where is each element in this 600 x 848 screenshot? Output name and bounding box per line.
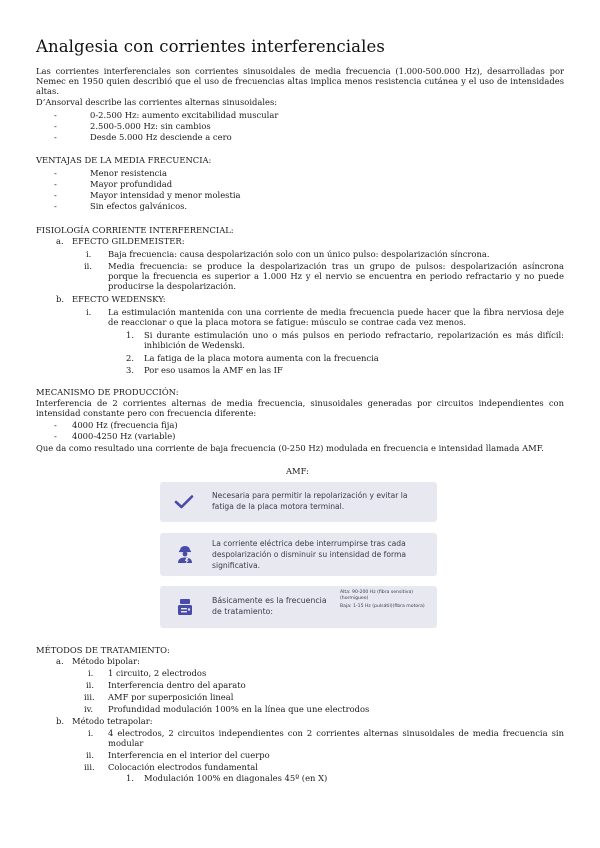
list-item: AMF por superposición lineal [108, 692, 234, 702]
amf-title: AMF: [286, 466, 309, 476]
list-item: - Menor resistencia [54, 168, 167, 178]
list-item: - Mayor intensidad y menor molestia [54, 190, 241, 200]
list-item: - 4000 Hz (frecuencia fija) [54, 420, 178, 430]
amf-card-3-alta: Alta: 90-200 Hz (fibra sensitiva)(hormigueo) [340, 590, 414, 602]
list-item: Por eso usamos la AMF en las IF [144, 365, 283, 375]
mecanismo-paragraph: Interferencia de 2 corrientes alternas de media frecuencia, sinusoidales generadas por circuitos independientes con intensidad constante pero con frecuencia diferente: [36, 398, 564, 419]
list-marker: i. [86, 249, 92, 259]
list-item: Profundidad modulación 100% en la línea que une electrodos [108, 704, 370, 714]
list-marker: i. [88, 728, 94, 738]
list-marker: a. [56, 656, 64, 666]
section-heading: FISIOLOGÍA CORRIENTE INTERFERENCIAL: [36, 225, 234, 235]
list-marker: i. [86, 307, 92, 317]
amf-card-3-text: Básicamente es la frecuencia de tratamiento: [212, 596, 327, 617]
list-marker: 1. [126, 773, 134, 783]
list-item: - Sin efectos galvánicos. [54, 201, 188, 211]
amf-card-1-text: Necesaria para permitir la repolarización y evitar la fatiga de la placa motora terminal. [212, 491, 408, 512]
mecanismo-paragraph-2: Que da como resultado una corriente de baja frecuencia (0-250 Hz) modulada en frecuencia e intensidad llamada AMF. [36, 443, 544, 453]
list-marker: ii. [86, 750, 95, 760]
amf-card-3 [160, 586, 437, 628]
list-item: - Mayor profundidad [54, 179, 173, 189]
list-marker: i. [88, 668, 94, 678]
list-marker: b. [56, 716, 65, 726]
list-marker: iii. [84, 762, 95, 772]
device-icon [176, 597, 194, 617]
list-marker: 1. [126, 330, 134, 340]
amf-card-2-text: La corriente eléctrica debe interrumpirse tras cada despolarización o disminuir su intensidad de forma significativa. [212, 539, 407, 571]
list-item: - 0-2.500 Hz: aumento excitabilidad muscular [54, 110, 279, 120]
subsection-label: Método bipolar: [72, 656, 140, 666]
list-item: 1 circuito, 2 electrodos [108, 668, 207, 678]
intro-paragraph: Las corrientes interferenciales son corrientes sinusoidales de media frecuencia (1.000-500.000 Hz), desarrolladas por Nemec en 1950 quien describió que el uso de frecuencias altas implica menos resistencia cutánea y el uso de intensidades altas. [36, 66, 564, 97]
subsection-label: Método tetrapolar: [72, 716, 153, 726]
list-marker: ii. [84, 261, 93, 271]
list-marker: ii. [86, 680, 95, 690]
section-heading: MECANISMO DE PRODUCCIÓN: [36, 387, 179, 397]
list-item: 4 electrodos, 2 circuitos independientes con 2 corrientes alternas sinusoidales de media frecuencia sin modular [108, 728, 564, 749]
list-marker: iii. [84, 692, 95, 702]
list-marker: 3. [126, 365, 134, 375]
check-icon [174, 494, 194, 510]
list-item: - 4000-4250 Hz (variable) [54, 431, 176, 441]
list-marker: 2. [126, 353, 134, 363]
worker-icon [176, 544, 194, 564]
amf-card-2 [160, 533, 437, 576]
list-item: - 2.500-5.000 Hz: sin cambios [54, 121, 211, 131]
subsection-label: EFECTO GILDEMEISTER: [72, 236, 185, 246]
list-item: Si durante estimulación uno o más pulsos en periodo refractario, repolarización es más difícil: inhibición de Wedenski. [144, 330, 564, 351]
list-item: Colocación electrodos fundamental [108, 762, 258, 772]
document-title: Analgesia con corrientes interferenciales [36, 37, 385, 56]
list-item: Media frecuencia: se produce la despolarización tras un grupo de pulsos: despolarización asíncrona porque la frecuencia es superior a 1.000 Hz y el nervio se encuentra en periodo refractario y no puede producirse la despolarización. [108, 261, 564, 292]
section-heading: VENTAJAS DE LA MEDIA FRECUENCIA: [36, 155, 212, 165]
list-marker: b. [56, 294, 65, 304]
list-item: Interferencia en el interior del cuerpo [108, 750, 270, 760]
list-marker: iv. [84, 704, 94, 714]
amf-card-3-baja: Baja: 1-15 Hz (pulsátil)(fibra motora) [340, 604, 425, 609]
intro-paragraph-2: D’Ansorval describe las corrientes alternas sinusoidales: [36, 97, 278, 107]
list-item: - Desde 5.000 Hz desciende a cero [54, 132, 232, 142]
list-item: La fatiga de la placa motora aumenta con la frecuencia [144, 353, 379, 363]
list-item: Baja frecuencia: causa despolarización solo con un único pulso: despolarización síncrona. [108, 249, 490, 259]
section-heading: MÉTODOS DE TRATAMIENTO: [36, 645, 170, 655]
list-item: Modulación 100% en diagonales 45º (en X) [144, 773, 328, 783]
list-item: Interferencia dentro del aparato [108, 680, 246, 690]
amf-card-1 [160, 482, 437, 522]
list-item: La estimulación mantenida con una corriente de media frecuencia puede hacer que la fibra nerviosa deje de reaccionar o que la placa motora se fatigue: músculo se contrae cada vez menos. [108, 307, 564, 328]
list-marker: a. [56, 236, 64, 246]
subsection-label: EFECTO WEDENSKY: [72, 294, 166, 304]
